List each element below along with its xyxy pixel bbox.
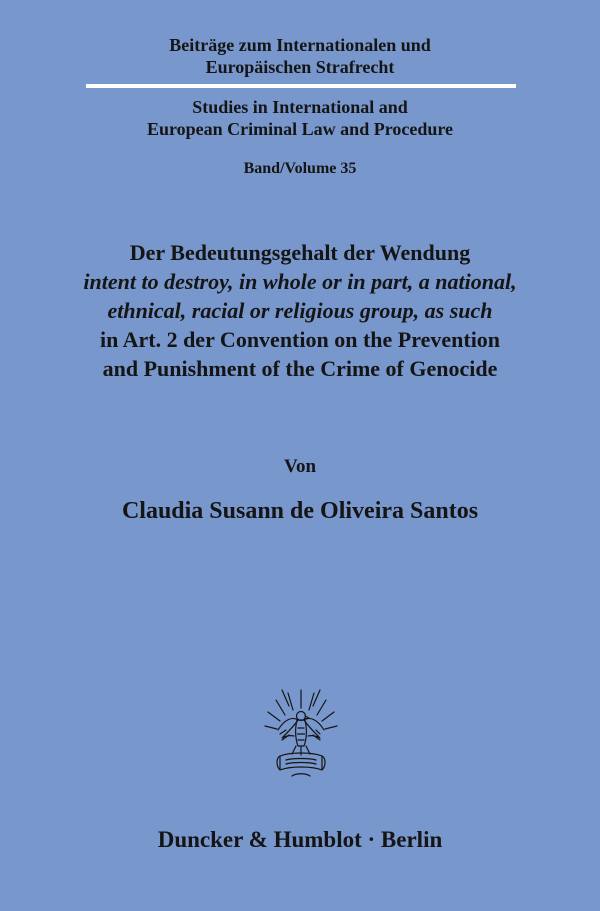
book-title-italic-line-2: ethnical, racial or religious group, as such — [107, 298, 493, 323]
book-title — [0, 238, 600, 383]
series-title-english-line-1: Studies in International and — [192, 97, 408, 117]
author-name: Claudia Susann de Oliveira Santos — [121, 498, 479, 524]
book-title-line-1: Der Bedeutungsgehalt der Wendung — [129, 240, 471, 265]
publisher-eagle-seal-icon — [262, 686, 340, 782]
by-label: Von — [283, 456, 317, 477]
book-title-line-5: and Punishment of the Crime of Genocide — [102, 356, 498, 381]
series-title-english-line-2: European Criminal Law and Procedure — [146, 119, 454, 139]
book-title-italic-line-1: intent to destroy, in whole or in part, a national, — [83, 269, 517, 294]
series-title-german-line-2: Europäischen Strafrecht — [205, 57, 395, 77]
series-title-english — [0, 96, 600, 140]
publisher-imprint: Duncker & Humblot · Berlin — [157, 827, 443, 852]
series-divider-rule — [86, 84, 516, 88]
book-title-line-4: in Art. 2 der Convention on the Prevention — [99, 327, 501, 352]
series-title-german-line-1: Beiträge zum Internationalen und — [169, 35, 431, 55]
volume-number: Band/Volume 35 — [243, 160, 357, 177]
series-title-german — [0, 34, 600, 78]
